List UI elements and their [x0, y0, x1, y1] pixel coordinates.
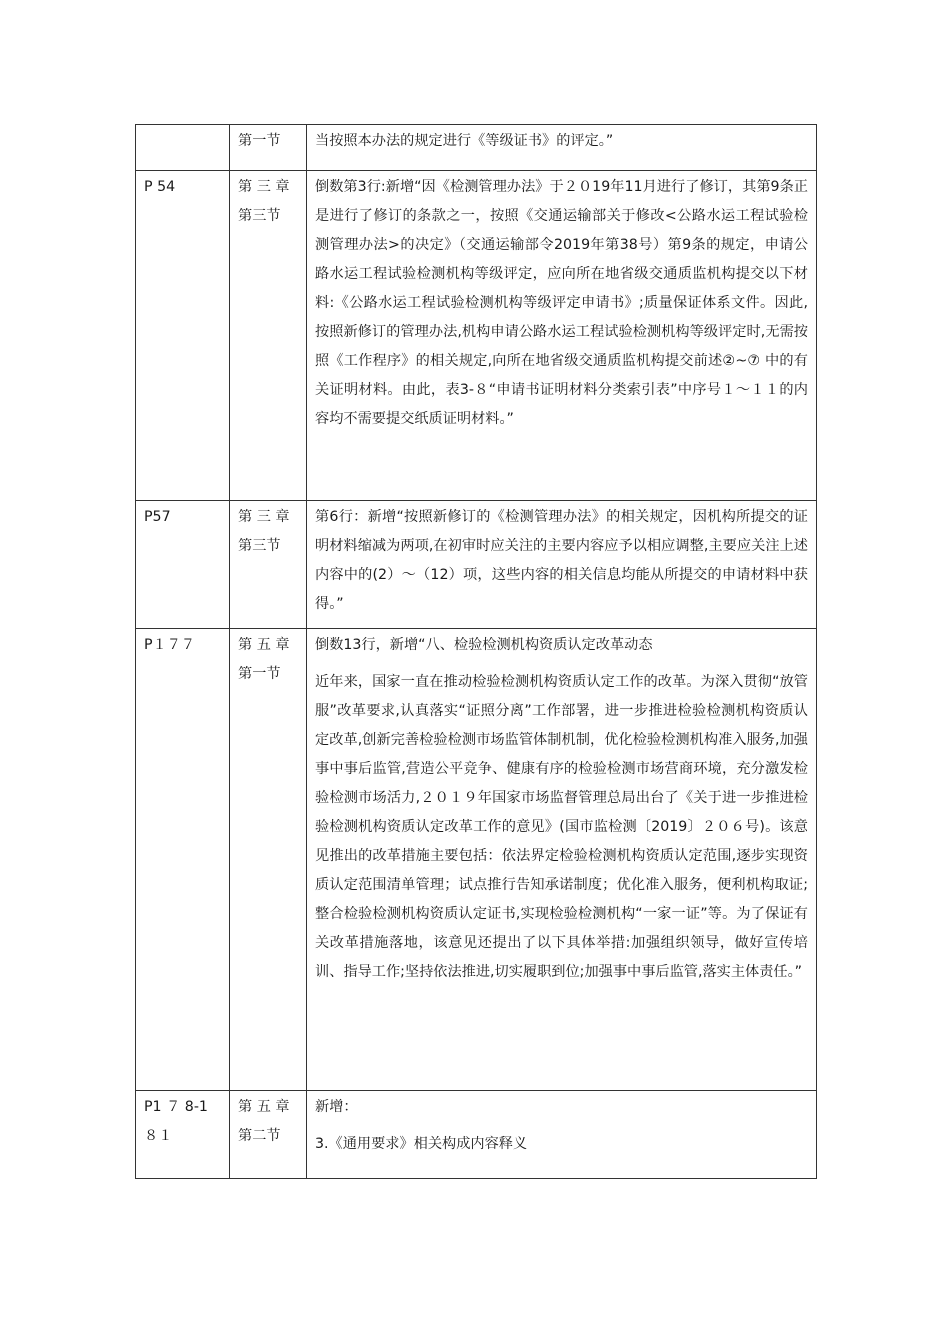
table-row: [136, 171, 817, 501]
content-paragraph: 倒数13行，新增“八、检验检测机构资质认定改革动态: [315, 637, 653, 653]
page-ref-cell: [136, 125, 230, 171]
table-row: [136, 501, 817, 629]
chapter-cell: 第 五 章 第一节: [230, 629, 307, 1091]
content-paragraph: 近年来，国家一直在推动检验检测机构资质认定工作的改革。为深入贯彻“放管服”改革要求,认真落实“证照分离”工作部署，进一步推进检验检测机构资质认定改革,创新完善检验检测市场监管体制机制，优化检验检测机构准入服务,加强事中事后监管,营造公平竞争、健康有序的检验检测市场营商环境，充分激发检验检测市场活力,２０１９年国家市场监督管理总局出台了《关于进一步推进检验检测机构资质认定改革工作的意见》(国市监检测〔2019〕２０６号)。该意见推出的改革措施主要包括：依法界定检验检测机构资质认定范围,逐步实现资质认定范围清单管理；试点推行告知承诺制度；优化准入服务，便利机构取证;整合检验检测机构资质认定证书,实现检验检测机构“一家一证”等。为了保证有关改革措施落地，该意见还提出了以下具体举措:加强组织领导，做好宣传培训、指导工作;坚持依法推进,切实履职到位;加强事中事后监管,落实主体责任。”: [315, 674, 808, 980]
chapter-cell: 第 三 章 第三节: [230, 501, 307, 629]
revision-table: [135, 124, 817, 1179]
content-cell: [307, 125, 817, 171]
chapter-cell: 第 五 章 第二节: [230, 1091, 307, 1179]
page-ref-cell: P１７７: [136, 629, 230, 1091]
content-paragraph: 倒数第3行:新增“因《检测管理办法》于２０19年11月进行了修订，其第9条正是进行了修订的条款之一，按照《交通运输部关于修改<公路水运工程试验检测管理办法>的决定》（交通运输部令2019年第38号）第9条的规定，申请公路水运工程试验检测机构等级评定，应向所在地省级交通质监机构提交以下材料:《公路水运工程试验检测机构等级评定申请书》;质量保证体系文件。因此,按照新修订的管理办法,机构申请公路水运工程试验检测机构等级评定时,无需按照《工作程序》的相关规定,向所在地省级交通质监机构提交前述②~⑦ 中的有关证明材料。由此，表3-８“申请书证明材料分类索引表”中序号１～１１的内容均不需要提交纸质证明材料。”: [315, 179, 808, 427]
page-ref-cell: P1 ７ 8-1８１: [136, 1091, 230, 1179]
content-cell: [307, 501, 817, 629]
table-row: [136, 629, 817, 1091]
content-cell: [307, 629, 817, 1091]
content-cell: [307, 171, 817, 501]
content-paragraph: 当按照本办法的规定进行《等级证书》的评定。”: [315, 133, 614, 149]
page-ref-cell: P 54: [136, 171, 230, 501]
chapter-cell: 第 三 章 第三节: [230, 171, 307, 501]
content-cell: [307, 1091, 817, 1179]
chapter-cell: 第一节: [230, 125, 307, 171]
content-paragraph: 3.《通用要求》相关构成内容释义: [315, 1136, 528, 1152]
table-row: [136, 1091, 817, 1179]
page-ref-cell: P57: [136, 501, 230, 629]
content-paragraph: 新增：: [315, 1099, 358, 1115]
content-paragraph: 第6行：新增“按照新修订的《检测管理办法》的相关规定，因机构所提交的证明材料缩减为两项,在初审时应关注的主要内容应予以相应调整,主要应关注上述内容中的(2）～（12）项，这些内容的相关信息均能从所提交的申请材料中获得。”: [315, 509, 808, 612]
table-row: [136, 125, 817, 171]
